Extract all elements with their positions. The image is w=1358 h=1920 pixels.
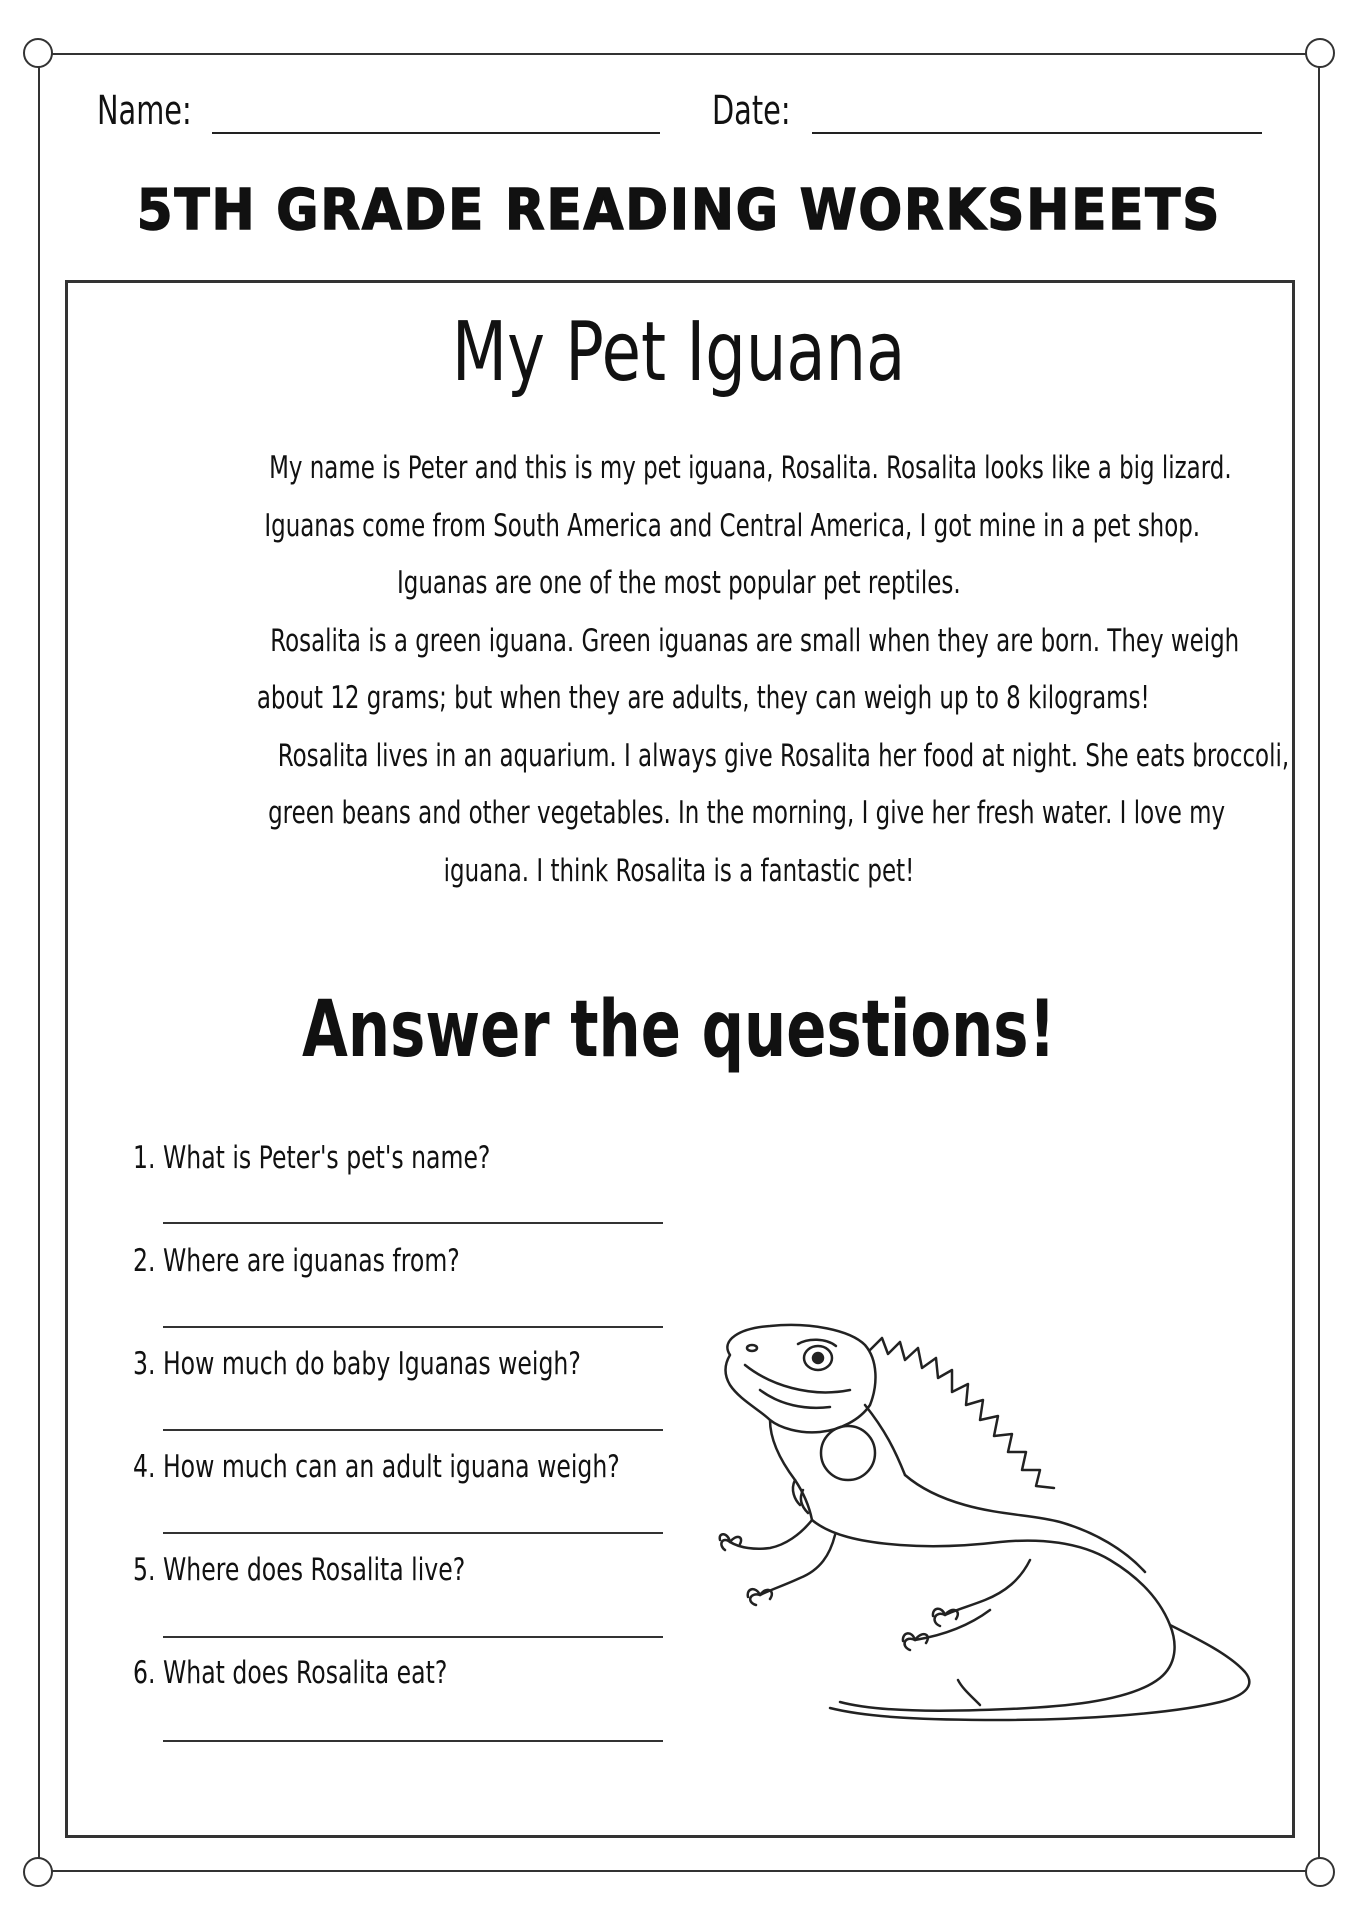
questions-title: Answer the questions! <box>302 985 1056 1075</box>
story-line: green beans and other vegetables. In the morning, I give her fresh water. I love my <box>268 795 1226 831</box>
story-line: Rosalita is a green iguana. Green iguanas are small when they are born. They weigh <box>270 622 1240 659</box>
story-line: Iguanas are one of the most popular pet reptiles. <box>397 565 961 601</box>
question-1: 1. What is Peter's pet's name? <box>133 1140 491 1176</box>
story-line: My name is Peter and this is my pet iguana, Rosalita. Rosalita looks like a big lizard. <box>269 450 1232 486</box>
story-title: My Pet Iguana <box>452 305 906 400</box>
story-text <box>100 440 1290 900</box>
story-line: iguana. I think Rosalita is a fantastic pet! <box>443 852 915 889</box>
question-4: 4. How much can an adult iguana weigh? <box>133 1449 620 1485</box>
answer-line-3[interactable] <box>163 1429 663 1431</box>
question-2: 2. Where are iguanas from? <box>133 1243 460 1279</box>
answer-line-4[interactable] <box>163 1532 663 1534</box>
corner-circle-top-left <box>23 38 53 68</box>
answer-line-2[interactable] <box>163 1326 663 1328</box>
date-field[interactable] <box>812 132 1262 134</box>
question-3: 3. How much do baby Iguanas weigh? <box>133 1346 581 1382</box>
question-6: 6. What does Rosalita eat? <box>133 1655 448 1691</box>
corner-circle-bottom-right <box>1305 1857 1335 1887</box>
question-5: 5. Where does Rosalita live? <box>133 1552 466 1588</box>
story-line: Iguanas come from South America and Central America, I got mine in a pet shop. <box>264 507 1201 544</box>
answer-line-1[interactable] <box>163 1222 663 1224</box>
corner-circle-top-right <box>1305 38 1335 68</box>
answer-line-5[interactable] <box>163 1636 663 1638</box>
worksheet-title: 5TH GRADE READING WORKSHEETS <box>136 178 1222 243</box>
name-field[interactable] <box>212 132 660 134</box>
date-label: Date: <box>712 88 791 134</box>
story-line: Rosalita lives in an aquarium. I always give Rosalita her food at night. She eats broccoli, <box>277 737 1290 774</box>
answer-line-6[interactable] <box>163 1740 663 1742</box>
name-label: Name: <box>97 88 192 134</box>
iguana-illustration-icon <box>700 1310 1270 1730</box>
story-line: about 12 grams; but when they are adults, they can weigh up to 8 kilograms! <box>256 680 1150 716</box>
corner-circle-bottom-left <box>23 1857 53 1887</box>
